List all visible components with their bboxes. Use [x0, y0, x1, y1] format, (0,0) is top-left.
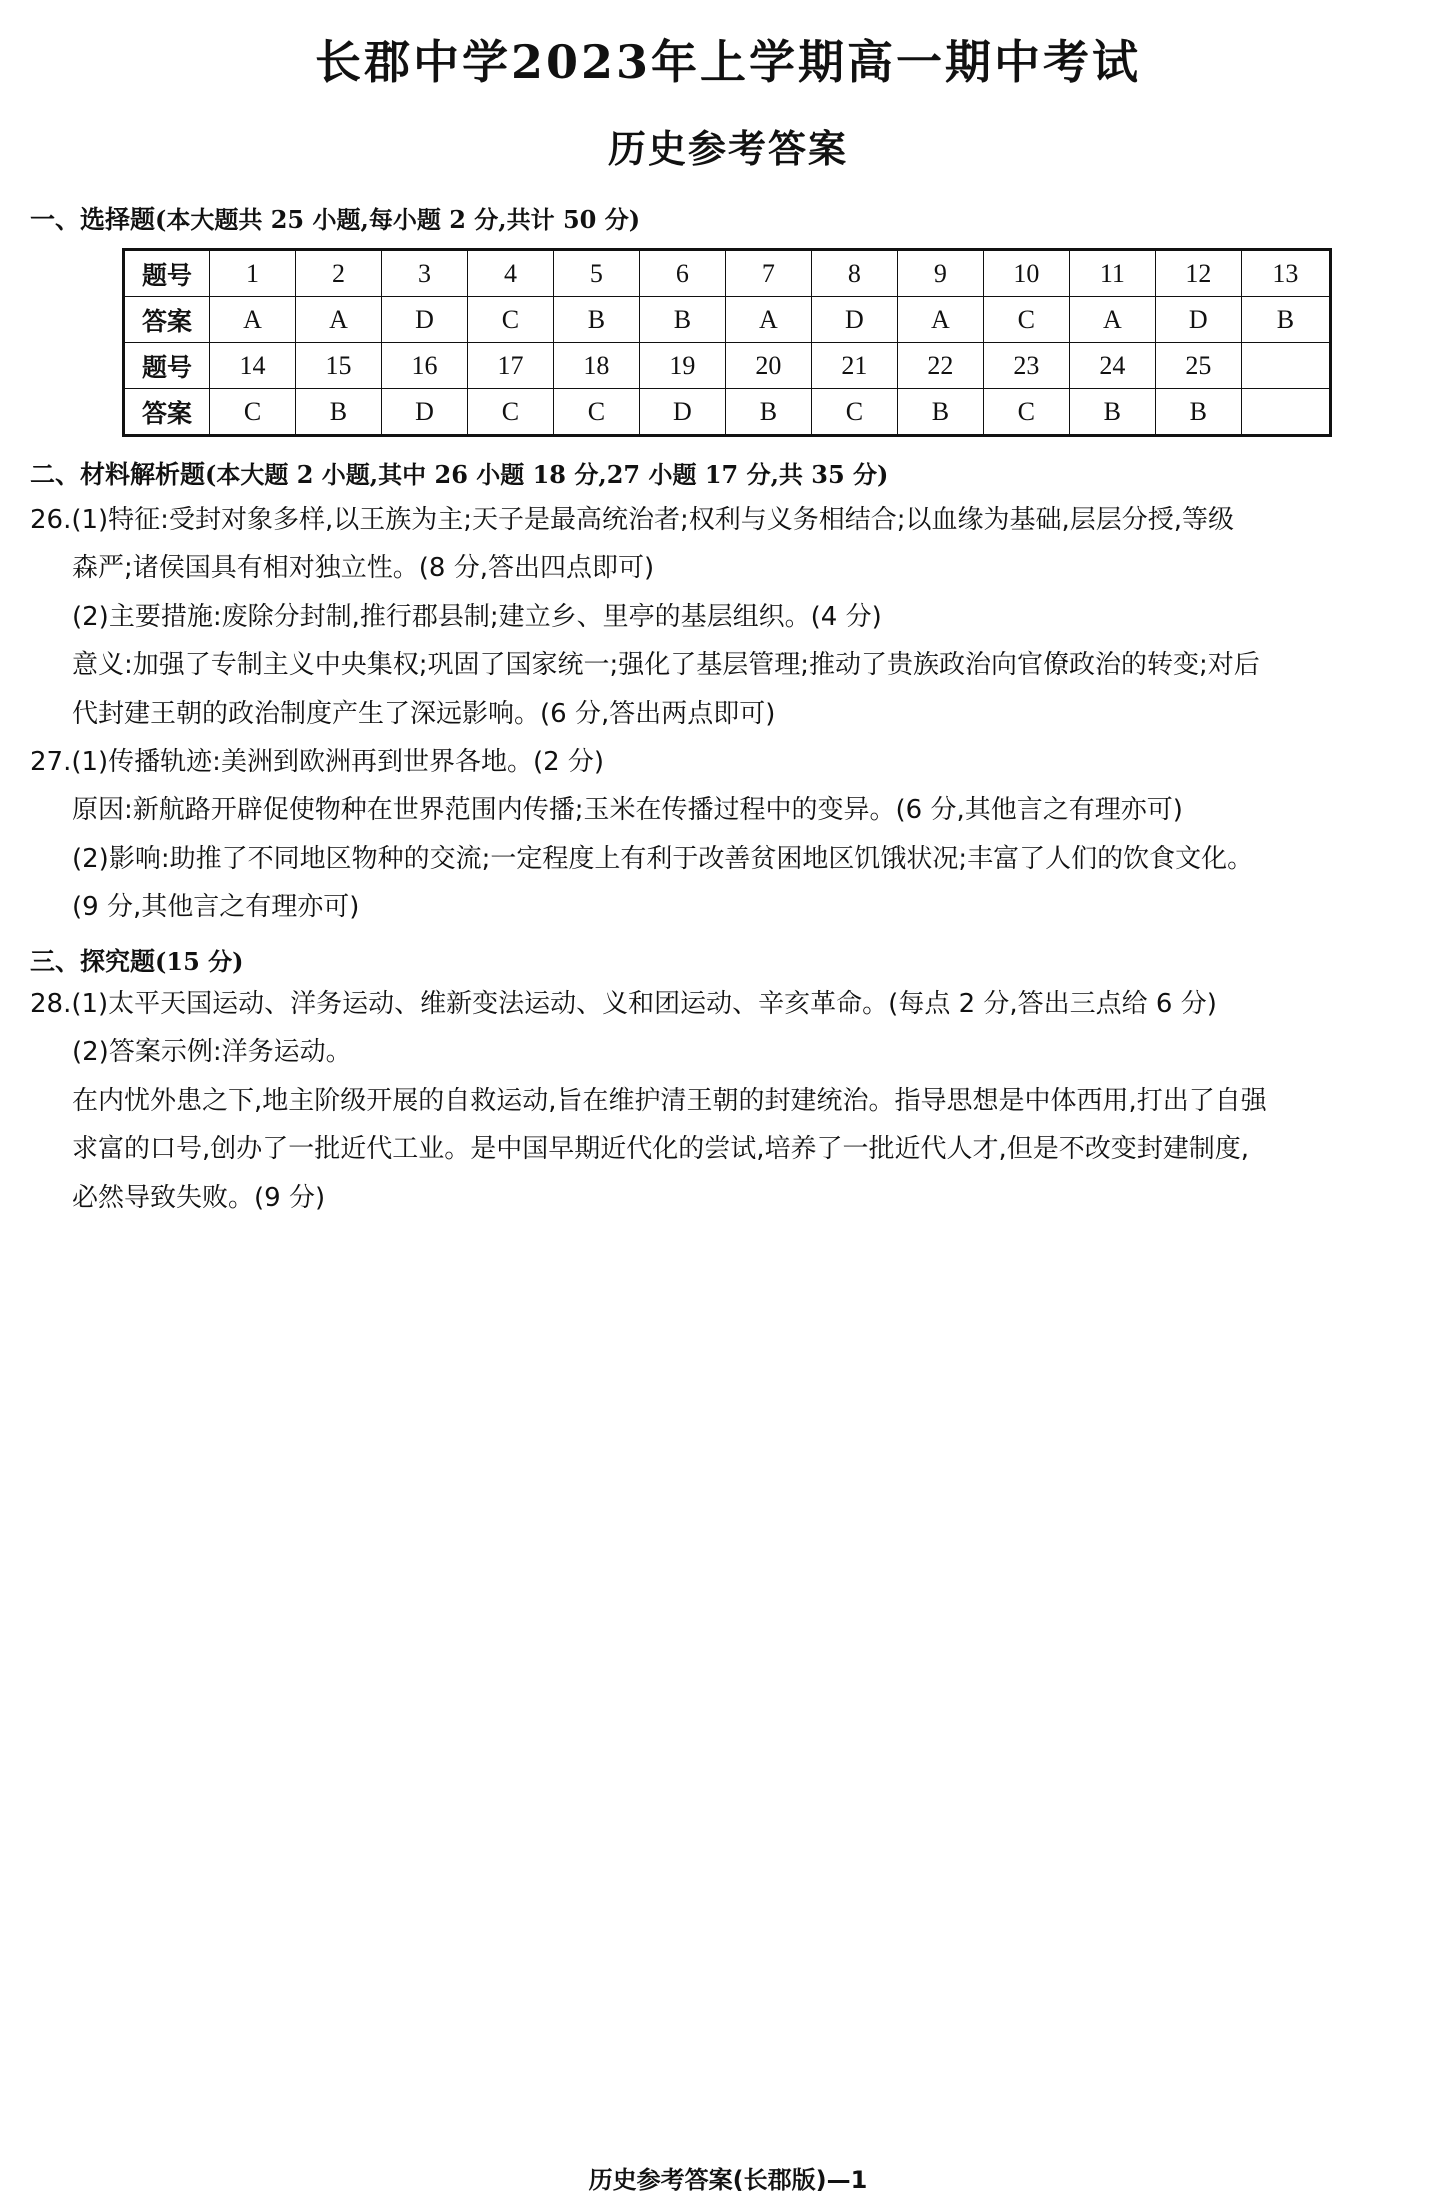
question-number-cell: 13	[1241, 250, 1330, 297]
answer-cell: A	[210, 297, 296, 343]
q28-line-2: (2)答案示例:洋务运动。	[72, 1037, 352, 1067]
section-2-heading	[30, 455, 888, 491]
answer-cell: D	[1155, 297, 1241, 343]
q27-line-2: 原因:新航路开辟促使物种在世界范围内传播;玉米在传播过程中的变异。(6 分,其他言之有理亦可)	[72, 795, 1183, 825]
q26-line-2: 森严;诸侯国具有相对独立性。(8 分,答出四点即可)	[72, 553, 655, 583]
answer-table	[122, 248, 1332, 437]
question-number-cell: 23	[983, 343, 1069, 389]
question-number-cell: 10	[983, 250, 1069, 297]
question-number-row-label: 题号	[124, 250, 210, 297]
question-number-cell: 20	[725, 343, 811, 389]
q26-line-1: 26.(1)特征:受封对象多样,以王族为主;天子是最高统治者;权利与义务相结合;以血缘为基础,层层分授,等级	[30, 505, 1235, 535]
answer-key-subtitle: 历史参考答案	[607, 127, 848, 171]
section-3-title: 三、探究题	[30, 947, 156, 976]
answer-cell: C	[553, 389, 639, 436]
question-number-cell: 3	[381, 250, 467, 297]
answer-cell: B	[295, 389, 381, 436]
q28-line-3: 在内忧外患之下,地主阶级开展的自救运动,旨在维护清王朝的封建统治。指导思想是中体西用,打出了自强	[72, 1086, 1267, 1116]
question-number-cell: 2	[295, 250, 381, 297]
question-number-cell: 14	[210, 343, 296, 389]
answer-cell: C	[811, 389, 897, 436]
question-number-cell: 6	[639, 250, 725, 297]
answer-cell: C	[467, 389, 553, 436]
question-number-cell: 25	[1155, 343, 1241, 389]
q26-line-3: (2)主要措施:废除分封制,推行郡县制;建立乡、里亭的基层组织。(4 分)	[72, 602, 882, 632]
answer-row-label: 答案	[124, 389, 210, 436]
section-2-title: 二、材料解析题	[30, 460, 206, 489]
answer-cell: C	[210, 389, 296, 436]
answer-cell	[1241, 389, 1330, 436]
question-number-cell: 4	[467, 250, 553, 297]
answer-cell: D	[639, 389, 725, 436]
answer-cell: D	[381, 389, 467, 436]
question-number-cell: 15	[295, 343, 381, 389]
exam-title: 长郡中学2023年上学期高一期中考试	[314, 35, 1142, 89]
q28-line-4: 求富的口号,创办了一批近代工业。是中国早期近代化的尝试,培养了一批近代人才,但是不改变封建制度,	[72, 1134, 1250, 1164]
q28-line-1: 28.(1)太平天国运动、洋务运动、维新变法运动、义和团运动、辛亥革命。(每点 2 分,答出三点给 6 分)	[30, 989, 1217, 1019]
answer-cell: C	[983, 297, 1069, 343]
section-1-heading	[30, 200, 640, 236]
answer-cell: C	[467, 297, 553, 343]
question-number-cell: 18	[553, 343, 639, 389]
answer-cell: C	[983, 389, 1069, 436]
question-number-cell: 1	[210, 250, 296, 297]
q26-line-4: 意义:加强了专制主义中央集权;巩固了国家统一;强化了基层管理;推动了贵族政治向官僚政治的转变;对后	[72, 650, 1260, 680]
answer-table-row	[124, 389, 1331, 436]
question-number-cell: 19	[639, 343, 725, 389]
answer-cell: B	[897, 389, 983, 436]
question-number-row-label: 题号	[124, 343, 210, 389]
question-number-cell: 5	[553, 250, 639, 297]
answer-cell: A	[897, 297, 983, 343]
question-number-cell: 7	[725, 250, 811, 297]
answer-cell: B	[1241, 297, 1330, 343]
answer-cell: A	[1069, 297, 1155, 343]
section-1-note: (本大题共 25 小题,每小题 2 分,共计 50 分)	[155, 205, 641, 234]
question-number-cell: 12	[1155, 250, 1241, 297]
page-footer: 历史参考答案(长郡版)—1	[588, 2166, 868, 2194]
question-number-cell: 17	[467, 343, 553, 389]
answer-cell: D	[811, 297, 897, 343]
answer-table-row	[124, 343, 1331, 389]
answer-cell: B	[1155, 389, 1241, 436]
section-3-note: (15 分)	[155, 947, 244, 976]
answer-cell: B	[553, 297, 639, 343]
q27-line-4: (9 分,其他言之有理亦可)	[72, 892, 360, 922]
section-3-heading	[30, 942, 243, 978]
answer-table-row	[124, 250, 1331, 297]
answer-row-label: 答案	[124, 297, 210, 343]
q28-line-5: 必然导致失败。(9 分)	[72, 1183, 326, 1213]
answer-table-row	[124, 297, 1331, 343]
q27-line-3: (2)影响:助推了不同地区物种的交流;一定程度上有利于改善贫困地区饥饿状况;丰富了人们的饮食文化。	[72, 844, 1254, 874]
answer-cell: D	[381, 297, 467, 343]
answer-cell: B	[639, 297, 725, 343]
question-number-cell: 8	[811, 250, 897, 297]
answer-cell: B	[1069, 389, 1155, 436]
question-number-cell: 11	[1069, 250, 1155, 297]
question-number-cell: 22	[897, 343, 983, 389]
q27-line-1: 27.(1)传播轨迹:美洲到欧洲再到世界各地。(2 分)	[30, 747, 605, 777]
question-number-cell: 16	[381, 343, 467, 389]
answer-cell: B	[725, 389, 811, 436]
question-number-cell: 21	[811, 343, 897, 389]
answer-cell: A	[295, 297, 381, 343]
question-number-cell: 24	[1069, 343, 1155, 389]
section-2-note: (本大题 2 小题,其中 26 小题 18 分,27 小题 17 分,共 35 分)	[205, 460, 889, 489]
q26-line-5: 代封建王朝的政治制度产生了深远影响。(6 分,答出两点即可)	[72, 699, 776, 729]
question-number-cell	[1241, 343, 1330, 389]
section-1-title: 一、选择题	[30, 205, 156, 234]
answer-cell: A	[725, 297, 811, 343]
question-number-cell: 9	[897, 250, 983, 297]
